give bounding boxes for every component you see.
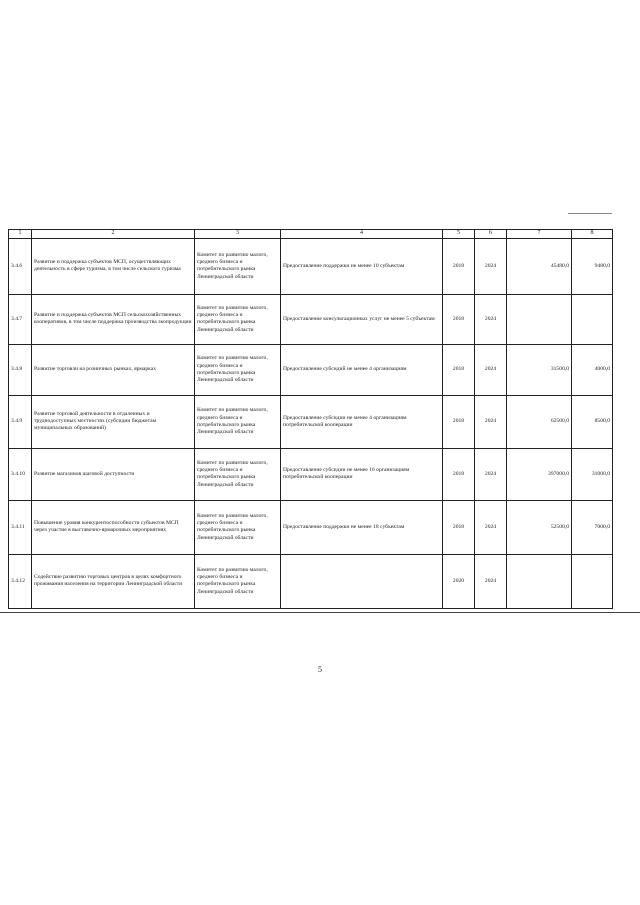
total-amount-cell: 397000,0 — [507, 448, 572, 500]
row-number: 3.4.12 — [9, 554, 32, 608]
start-year-cell: 2018 — [443, 238, 475, 294]
row-number: 3.4.11 — [9, 500, 32, 554]
page-number: 5 — [318, 665, 322, 674]
row-number: 3.4.7 — [9, 294, 32, 344]
activity-cell: Развитие торговли на розничных рынках, ярмарках — [32, 344, 195, 395]
header-cell: 3 — [195, 230, 281, 239]
indicator-cell — [281, 554, 443, 608]
table-row — [9, 395, 613, 448]
total-amount-cell: 31500,0 — [507, 344, 572, 395]
end-year-cell: 2024 — [475, 500, 507, 554]
program-table — [8, 229, 613, 609]
start-year-cell: 2018 — [443, 395, 475, 448]
table-row — [9, 238, 613, 294]
end-year-cell: 2024 — [475, 294, 507, 344]
header-cell: 7 — [507, 230, 572, 239]
total-amount-cell — [507, 554, 572, 608]
table-row — [9, 554, 613, 608]
header-cell: 1 — [9, 230, 32, 239]
activity-cell: Развитие и поддержка субъектов МСП сельскохозяйственных кооперативов, в том числе поддержка производства экопродукции — [32, 294, 195, 344]
end-year-cell: 2024 — [475, 395, 507, 448]
row-number: 3.4.9 — [9, 395, 32, 448]
start-year-cell: 2018 — [443, 500, 475, 554]
total-amount-cell: 45480,0 — [507, 238, 572, 294]
executor-cell: Комитет по развитию малого, среднего бизнеса и потребительского рынка Ленинградской области — [195, 554, 281, 608]
start-year-cell: 2020 — [443, 554, 475, 608]
executor-cell: Комитет по развитию малого, среднего бизнеса и потребительского рынка Ленинградской области — [195, 500, 281, 554]
indicator-cell: Предоставление субсидии не менее 4 организациям потребительской кооперации — [281, 395, 443, 448]
indicator-cell: Предоставление консультационных услуг не менее 5 субъектам — [281, 294, 443, 344]
header-cell: 8 — [572, 230, 613, 239]
activity-cell: Развитие магазинов шаговой доступности — [32, 448, 195, 500]
total-amount-cell: 62500,0 — [507, 395, 572, 448]
table-row — [9, 344, 613, 395]
indicator-cell: Предоставление субсидии не менее 16 организациям потребительской кооперации — [281, 448, 443, 500]
start-year-cell: 2018 — [443, 344, 475, 395]
indicator-cell: Предоставление субсидий не менее 4 организациям — [281, 344, 443, 395]
header-row — [9, 230, 613, 239]
total-amount-cell — [507, 294, 572, 344]
amount-cell: 8500,0 — [572, 395, 613, 448]
start-year-cell: 2018 — [443, 448, 475, 500]
amount-cell: 4000,0 — [572, 344, 613, 395]
amount-cell: 7000,0 — [572, 500, 613, 554]
start-year-cell: 2018 — [443, 294, 475, 344]
end-year-cell: 2024 — [475, 344, 507, 395]
header-cell: 4 — [281, 230, 443, 239]
total-amount-cell: 52500,0 — [507, 500, 572, 554]
header-cell: 6 — [475, 230, 507, 239]
indicator-cell: Предоставление поддержки не менее 18 субъектам — [281, 500, 443, 554]
executor-cell: Комитет по развитию малого, среднего бизнеса и потребительского рынка Ленинградской области — [195, 395, 281, 448]
end-year-cell: 2024 — [475, 448, 507, 500]
top-rule — [568, 213, 612, 214]
activity-cell: Повышение уровня конкурентоспособности субъектов МСП через участие в выставочно-ярмарочных мероприятиях — [32, 500, 195, 554]
executor-cell: Комитет по развитию малого, среднего бизнеса и потребительского рынка Ленинградской области — [195, 238, 281, 294]
header-cell: 2 — [32, 230, 195, 239]
amount-cell — [572, 294, 613, 344]
end-year-cell: 2024 — [475, 554, 507, 608]
header-cell: 5 — [443, 230, 475, 239]
bottom-rule — [0, 612, 640, 613]
executor-cell: Комитет по развитию малого, среднего бизнеса и потребительского рынка Ленинградской области — [195, 448, 281, 500]
row-number: 3.4.10 — [9, 448, 32, 500]
indicator-cell: Предоставление поддержки не менее 10 субъектам — [281, 238, 443, 294]
row-number: 3.4.6 — [9, 238, 32, 294]
amount-cell: 9480,0 — [572, 238, 613, 294]
row-number: 3.4.8 — [9, 344, 32, 395]
table-row — [9, 448, 613, 500]
amount-cell: 31000,0 — [572, 448, 613, 500]
table-row — [9, 294, 613, 344]
activity-cell: Содействие развитию торговых центров в целях комфортного проживания населения на территории Ленинградской области — [32, 554, 195, 608]
executor-cell: Комитет по развитию малого, среднего бизнеса и потребительского рынка Ленинградской области — [195, 344, 281, 395]
activity-cell: Развитие и поддержка субъектов МСП, осуществляющих деятельность в сфере туризма, в том числе сельского туризма — [32, 238, 195, 294]
activity-cell: Развитие торговой деятельности в отдаленных и труднодоступных местностях (субсидии бюджетам муниципальных образований) — [32, 395, 195, 448]
end-year-cell: 2024 — [475, 238, 507, 294]
executor-cell: Комитет по развитию малого, среднего бизнеса и потребительского рынка Ленинградской области — [195, 294, 281, 344]
table-row — [9, 500, 613, 554]
amount-cell — [572, 554, 613, 608]
